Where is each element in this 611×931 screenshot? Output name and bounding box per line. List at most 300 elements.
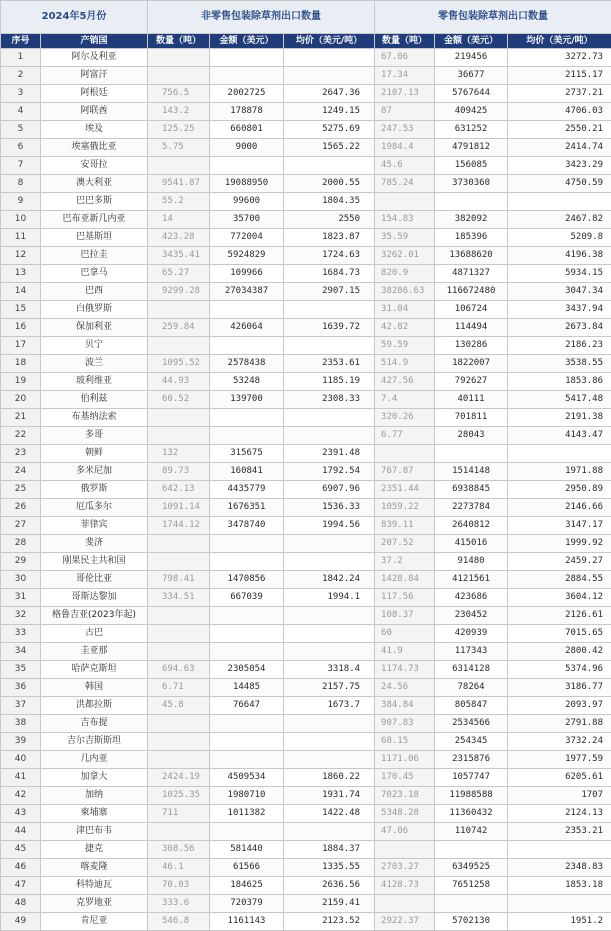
table-row	[1, 121, 611, 139]
nonretail-quantity: 333.6	[148, 895, 210, 913]
country-name: 朝鲜	[41, 445, 148, 463]
retail-amount: 91480	[435, 553, 508, 571]
nonretail-quantity: 711	[148, 805, 210, 823]
retail-price: 2191.38	[508, 409, 611, 427]
nonretail-price	[284, 751, 375, 769]
table-row	[1, 301, 611, 319]
nonretail-quantity: 3435.41	[148, 247, 210, 265]
nonretail-amount: 2305054	[210, 661, 284, 679]
col-header-retail-quantity: 数量（吨）	[375, 34, 435, 49]
table-row	[1, 553, 611, 571]
col-header-nonretail-price: 均价（美元/吨）	[284, 34, 375, 49]
retail-amount: 185396	[435, 229, 508, 247]
country-name: 多哥	[41, 427, 148, 445]
table-row	[1, 625, 611, 643]
country-name: 洪都拉斯	[41, 697, 148, 715]
retail-amount: 28043	[435, 427, 508, 445]
retail-price: 2800.42	[508, 643, 611, 661]
retail-price: 2737.21	[508, 85, 611, 103]
retail-price: 7015.65	[508, 625, 611, 643]
nonretail-amount	[210, 157, 284, 175]
retail-quantity: 2351.44	[375, 481, 435, 499]
nonretail-quantity: 44.93	[148, 373, 210, 391]
retail-amount	[435, 445, 508, 463]
table-row	[1, 787, 611, 805]
retail-amount	[435, 841, 508, 859]
retail-amount: 415016	[435, 535, 508, 553]
country-name: 吉布提	[41, 715, 148, 733]
retail-quantity: 42.82	[375, 319, 435, 337]
retail-price: 1951.2	[508, 913, 611, 931]
retail-quantity: 839.11	[375, 517, 435, 535]
nonretail-price	[284, 427, 375, 445]
nonretail-amount: 1980710	[210, 787, 284, 805]
country-name: 喀麦隆	[41, 859, 148, 877]
retail-quantity: 427.56	[375, 373, 435, 391]
retail-quantity: 514.9	[375, 355, 435, 373]
row-index: 2	[1, 67, 41, 85]
retail-quantity: 1059.22	[375, 499, 435, 517]
country-name: 厄瓜多尔	[41, 499, 148, 517]
retail-price: 2353.21	[508, 823, 611, 841]
nonretail-quantity	[148, 553, 210, 571]
nonretail-quantity	[148, 427, 210, 445]
retail-price: 1971.88	[508, 463, 611, 481]
retail-amount: 6349525	[435, 859, 508, 877]
nonretail-price: 2550	[284, 211, 375, 229]
nonretail-price: 2000.55	[284, 175, 375, 193]
nonretail-price	[284, 643, 375, 661]
retail-amount: 1822007	[435, 355, 508, 373]
nonretail-amount: 667039	[210, 589, 284, 607]
row-index: 38	[1, 715, 41, 733]
nonretail-price: 1639.72	[284, 319, 375, 337]
nonretail-price: 1994.1	[284, 589, 375, 607]
country-name: 埃塞俄比亚	[41, 139, 148, 157]
nonretail-price: 1931.74	[284, 787, 375, 805]
table-row	[1, 733, 611, 751]
nonretail-quantity: 642.13	[148, 481, 210, 499]
nonretail-price: 5275.69	[284, 121, 375, 139]
retail-amount: 254345	[435, 733, 508, 751]
nonretail-amount: 660801	[210, 121, 284, 139]
row-index: 49	[1, 913, 41, 931]
nonretail-amount	[210, 625, 284, 643]
nonretail-price: 1536.33	[284, 499, 375, 517]
retail-amount: 2640812	[435, 517, 508, 535]
nonretail-quantity: 2424.19	[148, 769, 210, 787]
retail-quantity: 67.06	[375, 49, 435, 67]
group-header-row	[1, 1, 611, 34]
nonretail-amount	[210, 535, 284, 553]
table-row	[1, 715, 611, 733]
nonretail-quantity	[148, 337, 210, 355]
nonretail-amount: 4435779	[210, 481, 284, 499]
table-row	[1, 607, 611, 625]
table-row	[1, 499, 611, 517]
nonretail-price	[284, 625, 375, 643]
table-row	[1, 661, 611, 679]
nonretail-amount	[210, 553, 284, 571]
country-name: 埃及	[41, 121, 148, 139]
table-row	[1, 823, 611, 841]
country-name: 哈萨克斯坦	[41, 661, 148, 679]
nonretail-amount: 1161143	[210, 913, 284, 931]
nonretail-quantity: 9299.28	[148, 283, 210, 301]
nonretail-price: 2308.33	[284, 391, 375, 409]
nonretail-amount: 1470856	[210, 571, 284, 589]
col-header-nonretail-amount: 金额（美元）	[210, 34, 284, 49]
row-index: 24	[1, 463, 41, 481]
retail-quantity: 5348.28	[375, 805, 435, 823]
table-row	[1, 229, 611, 247]
nonretail-quantity: 308.56	[148, 841, 210, 859]
retail-quantity	[375, 895, 435, 913]
row-index: 18	[1, 355, 41, 373]
nonretail-price: 1792.54	[284, 463, 375, 481]
retail-quantity	[375, 841, 435, 859]
row-index: 21	[1, 409, 41, 427]
retail-quantity: 68.15	[375, 733, 435, 751]
retail-price: 3047.34	[508, 283, 611, 301]
row-index: 40	[1, 751, 41, 769]
retail-amount: 6938845	[435, 481, 508, 499]
nonretail-amount: 178878	[210, 103, 284, 121]
country-name: 巴基斯坦	[41, 229, 148, 247]
retail-price: 3437.94	[508, 301, 611, 319]
nonretail-quantity: 14	[148, 211, 210, 229]
table-row	[1, 463, 611, 481]
nonretail-price	[284, 553, 375, 571]
nonretail-quantity: 125.25	[148, 121, 210, 139]
retail-price: 2126.61	[508, 607, 611, 625]
nonretail-amount: 19088950	[210, 175, 284, 193]
nonretail-quantity: 546.8	[148, 913, 210, 931]
table-row	[1, 49, 611, 67]
country-name: 肯尼亚	[41, 913, 148, 931]
retail-quantity: 767.87	[375, 463, 435, 481]
row-index: 26	[1, 499, 41, 517]
nonretail-quantity: 694.63	[148, 661, 210, 679]
retail-quantity	[375, 193, 435, 211]
nonretail-quantity	[148, 643, 210, 661]
table-row	[1, 643, 611, 661]
nonretail-price: 1804.35	[284, 193, 375, 211]
row-index: 1	[1, 49, 41, 67]
retail-amount: 7651258	[435, 877, 508, 895]
nonretail-price	[284, 535, 375, 553]
nonretail-quantity	[148, 301, 210, 319]
retail-amount: 116672480	[435, 283, 508, 301]
retail-amount: 409425	[435, 103, 508, 121]
retail-price: 2884.55	[508, 571, 611, 589]
country-name: 吉尔吉斯斯坦	[41, 733, 148, 751]
country-name: 澳大利亚	[41, 175, 148, 193]
nonretail-quantity: 45.8	[148, 697, 210, 715]
row-index: 30	[1, 571, 41, 589]
table-row	[1, 751, 611, 769]
table-row	[1, 589, 611, 607]
nonretail-amount: 720379	[210, 895, 284, 913]
retail-quantity: 785.24	[375, 175, 435, 193]
table-row	[1, 211, 611, 229]
nonretail-price: 2647.36	[284, 85, 375, 103]
country-name: 巴布亚新几内亚	[41, 211, 148, 229]
row-index: 41	[1, 769, 41, 787]
row-index: 19	[1, 373, 41, 391]
table-row	[1, 679, 611, 697]
nonretail-amount: 27034387	[210, 283, 284, 301]
retail-amount: 156085	[435, 157, 508, 175]
retail-price: 4143.47	[508, 427, 611, 445]
nonretail-price	[284, 733, 375, 751]
retail-amount: 117343	[435, 643, 508, 661]
row-index: 39	[1, 733, 41, 751]
nonretail-quantity: 143.2	[148, 103, 210, 121]
retail-amount: 420939	[435, 625, 508, 643]
retail-amount: 13688620	[435, 247, 508, 265]
table-row	[1, 337, 611, 355]
row-index: 3	[1, 85, 41, 103]
country-name: 柬埔寨	[41, 805, 148, 823]
retail-amount: 2315876	[435, 751, 508, 769]
nonretail-amount: 139700	[210, 391, 284, 409]
row-index: 17	[1, 337, 41, 355]
table-row	[1, 67, 611, 85]
nonretail-price: 1823.87	[284, 229, 375, 247]
row-index: 36	[1, 679, 41, 697]
nonretail-quantity	[148, 751, 210, 769]
nonretail-quantity: 756.5	[148, 85, 210, 103]
country-name: 玻利维亚	[41, 373, 148, 391]
row-index: 13	[1, 265, 41, 283]
nonretail-amount: 581440	[210, 841, 284, 859]
retail-amount: 792627	[435, 373, 508, 391]
nonretail-price: 1422.48	[284, 805, 375, 823]
country-name: 阿根廷	[41, 85, 148, 103]
row-index: 12	[1, 247, 41, 265]
retail-quantity: 37.2	[375, 553, 435, 571]
table-row	[1, 805, 611, 823]
table-row	[1, 859, 611, 877]
country-name: 刚果民主共和国	[41, 553, 148, 571]
nonretail-quantity: 259.84	[148, 319, 210, 337]
nonretail-price	[284, 715, 375, 733]
table-row	[1, 247, 611, 265]
retail-price: 2146.66	[508, 499, 611, 517]
country-name: 阿尔及利亚	[41, 49, 148, 67]
table-row	[1, 373, 611, 391]
nonretail-quantity	[148, 607, 210, 625]
country-name: 斐济	[41, 535, 148, 553]
nonretail-amount: 315675	[210, 445, 284, 463]
retail-amount: 4871327	[435, 265, 508, 283]
retail-price: 2791.88	[508, 715, 611, 733]
nonretail-price	[284, 301, 375, 319]
nonretail-amount: 184625	[210, 877, 284, 895]
retail-quantity: 384.84	[375, 697, 435, 715]
row-index: 46	[1, 859, 41, 877]
retail-quantity: 2922.37	[375, 913, 435, 931]
nonretail-amount	[210, 823, 284, 841]
retail-quantity: 7.4	[375, 391, 435, 409]
nonretail-price: 2157.75	[284, 679, 375, 697]
nonretail-amount: 4509534	[210, 769, 284, 787]
nonretail-price: 1673.7	[284, 697, 375, 715]
retail-quantity: 24.56	[375, 679, 435, 697]
retail-amount: 1057747	[435, 769, 508, 787]
retail-amount: 6314128	[435, 661, 508, 679]
nonretail-price: 1842.24	[284, 571, 375, 589]
retail-price: 5417.48	[508, 391, 611, 409]
nonretail-amount: 3478740	[210, 517, 284, 535]
nonretail-price	[284, 409, 375, 427]
retail-price: 1853.86	[508, 373, 611, 391]
country-name: 巴巴多斯	[41, 193, 148, 211]
nonretail-quantity: 132	[148, 445, 210, 463]
table-row	[1, 139, 611, 157]
retail-price: 2550.21	[508, 121, 611, 139]
nonretail-amount: 160841	[210, 463, 284, 481]
country-name: 伯利兹	[41, 391, 148, 409]
retail-price: 2124.13	[508, 805, 611, 823]
nonretail-quantity	[148, 823, 210, 841]
row-index: 8	[1, 175, 41, 193]
nonretail-price	[284, 823, 375, 841]
nonretail-price: 1994.56	[284, 517, 375, 535]
nonretail-price: 1185.19	[284, 373, 375, 391]
retail-amount: 423686	[435, 589, 508, 607]
nonretail-quantity: 89.73	[148, 463, 210, 481]
retail-amount: 11988588	[435, 787, 508, 805]
retail-price: 3272.73	[508, 49, 611, 67]
retail-price: 2459.27	[508, 553, 611, 571]
nonretail-price: 1335.55	[284, 859, 375, 877]
retail-price: 5374.96	[508, 661, 611, 679]
row-index: 42	[1, 787, 41, 805]
retail-price: 2950.89	[508, 481, 611, 499]
retail-quantity: 154.83	[375, 211, 435, 229]
retail-amount: 1514148	[435, 463, 508, 481]
row-index: 27	[1, 517, 41, 535]
country-name: 古巴	[41, 625, 148, 643]
nonretail-price: 3318.4	[284, 661, 375, 679]
retail-quantity: 38286.63	[375, 283, 435, 301]
table-row	[1, 481, 611, 499]
nonretail-price: 2636.56	[284, 877, 375, 895]
retail-quantity: 7023.18	[375, 787, 435, 805]
nonretail-amount: 1676351	[210, 499, 284, 517]
row-index: 10	[1, 211, 41, 229]
col-header-country: 产销国	[41, 34, 148, 49]
table-row	[1, 265, 611, 283]
nonretail-amount: 109966	[210, 265, 284, 283]
retail-price: 4750.59	[508, 175, 611, 193]
col-header-index: 序号	[1, 34, 41, 49]
table-row	[1, 193, 611, 211]
row-index: 33	[1, 625, 41, 643]
retail-quantity: 1984.4	[375, 139, 435, 157]
retail-quantity: 87	[375, 103, 435, 121]
table-row	[1, 409, 611, 427]
retail-price	[508, 841, 611, 859]
retail-price	[508, 445, 611, 463]
retail-price: 2414.74	[508, 139, 611, 157]
retail-quantity: 3262.01	[375, 247, 435, 265]
nonretail-amount	[210, 733, 284, 751]
table-row	[1, 427, 611, 445]
nonretail-quantity	[148, 733, 210, 751]
retail-amount: 2534566	[435, 715, 508, 733]
row-index: 20	[1, 391, 41, 409]
country-name: 加纳	[41, 787, 148, 805]
nonretail-quantity	[148, 49, 210, 67]
row-index: 22	[1, 427, 41, 445]
table-row	[1, 175, 611, 193]
table-row	[1, 841, 611, 859]
table-body	[1, 49, 611, 931]
retail-price: 2348.83	[508, 859, 611, 877]
retail-amount: 4121561	[435, 571, 508, 589]
nonretail-quantity: 70.03	[148, 877, 210, 895]
retail-quantity: 2703.27	[375, 859, 435, 877]
nonretail-quantity: 55.2	[148, 193, 210, 211]
nonretail-quantity: 60.52	[148, 391, 210, 409]
nonretail-quantity	[148, 409, 210, 427]
nonretail-amount: 5924829	[210, 247, 284, 265]
retail-amount: 382092	[435, 211, 508, 229]
retail-quantity: 31.04	[375, 301, 435, 319]
retail-quantity	[375, 445, 435, 463]
table-row	[1, 445, 611, 463]
country-name: 加拿大	[41, 769, 148, 787]
country-name: 韩国	[41, 679, 148, 697]
nonretail-amount: 53248	[210, 373, 284, 391]
retail-amount: 230452	[435, 607, 508, 625]
retail-quantity: 820.9	[375, 265, 435, 283]
nonretail-amount: 61566	[210, 859, 284, 877]
nonretail-quantity	[148, 715, 210, 733]
retail-price: 3538.55	[508, 355, 611, 373]
period-cell: 2024年5月份	[1, 1, 148, 34]
country-name: 布基纳法索	[41, 409, 148, 427]
retail-price: 2186.23	[508, 337, 611, 355]
retail-price: 4196.38	[508, 247, 611, 265]
row-index: 16	[1, 319, 41, 337]
retail-amount: 78264	[435, 679, 508, 697]
retail-quantity: 1171.06	[375, 751, 435, 769]
row-index: 11	[1, 229, 41, 247]
retail-quantity: 1174.73	[375, 661, 435, 679]
group-non-retail-header: 非零售包装除草剂出口数量	[148, 1, 375, 34]
country-name: 俄罗斯	[41, 481, 148, 499]
table-row	[1, 85, 611, 103]
retail-quantity: 207.52	[375, 535, 435, 553]
nonretail-price: 2159.41	[284, 895, 375, 913]
nonretail-amount	[210, 49, 284, 67]
retail-quantity: 170.45	[375, 769, 435, 787]
nonretail-price	[284, 67, 375, 85]
retail-price: 3423.29	[508, 157, 611, 175]
row-index: 37	[1, 697, 41, 715]
nonretail-quantity: 798.41	[148, 571, 210, 589]
nonretail-quantity: 423.28	[148, 229, 210, 247]
table-row	[1, 319, 611, 337]
nonretail-price: 1884.37	[284, 841, 375, 859]
country-name: 克罗地亚	[41, 895, 148, 913]
retail-quantity: 45.6	[375, 157, 435, 175]
table-row	[1, 571, 611, 589]
